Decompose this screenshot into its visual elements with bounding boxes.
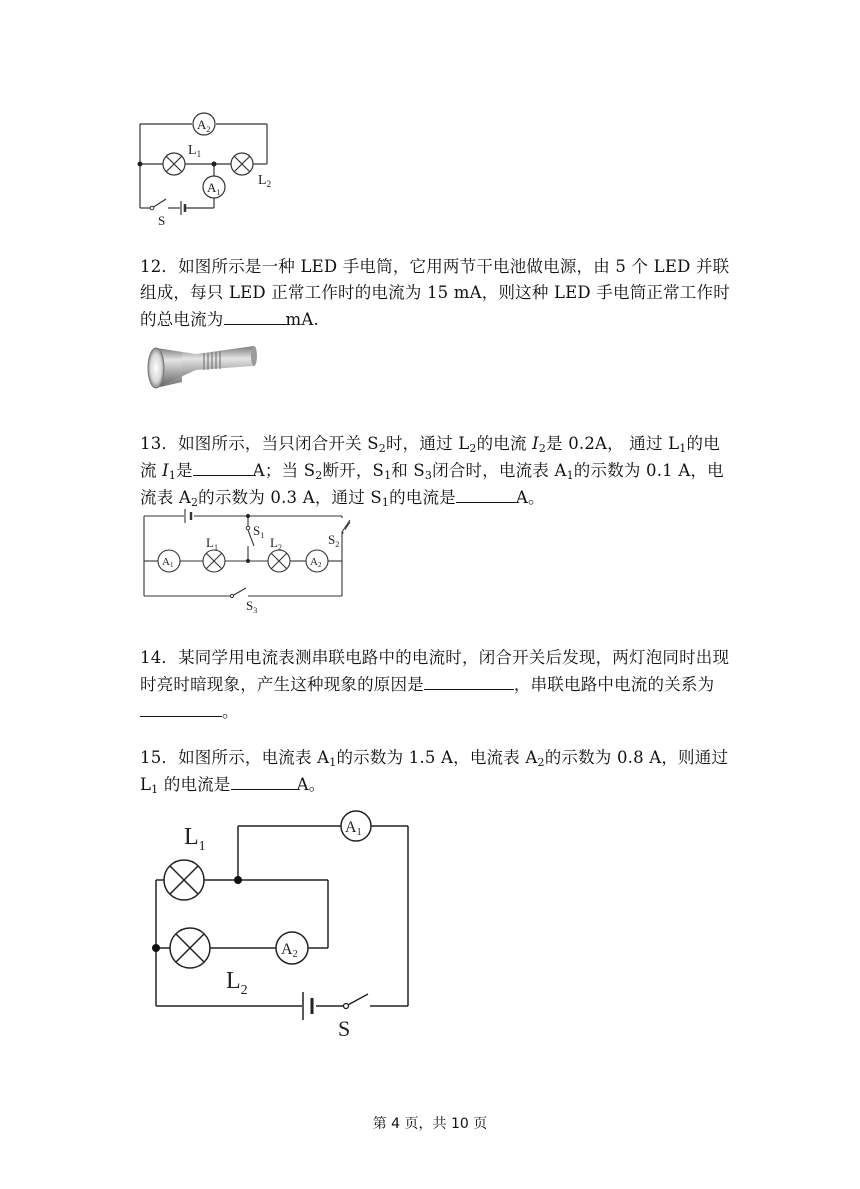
lamp-l1	[164, 860, 204, 900]
lamp-l2	[231, 153, 253, 175]
svg-text:S2: $S_2$	[328, 532, 340, 549]
lamp-l2	[170, 928, 210, 968]
answer-blank[interactable]	[140, 698, 222, 717]
ammeter-a1	[341, 811, 371, 841]
answer-blank[interactable]	[424, 671, 514, 690]
svg-text:L2: $L_2$	[270, 535, 282, 552]
page-footer: 第 4 页，共 10 页	[372, 1116, 488, 1132]
svg-text:L1: $L_1$	[188, 143, 202, 159]
svg-text:A1: $A_1$	[207, 180, 221, 197]
svg-text:A2: $A_2$	[197, 117, 211, 134]
ammeter-a1	[203, 176, 225, 198]
svg-text:L2: $L_2$	[226, 968, 248, 998]
question-13: 13．如图所示，当只闭合开关 $S_2$时，通过 $L_2$的电流 $I_2$是 0.2A， 通过 $L_1$的电流 $I_1$是 A；当 $S_2$断开，$S_1$和 $S_3$闭合时，电流表 $A_1$的示数为 0.1 A，电流表 $A_2$的示数为 0.3 A，通过 $S_1$的电流是 A。	[140, 434, 724, 509]
answer-blank[interactable]	[193, 457, 253, 476]
lamp-l2	[268, 550, 290, 572]
ammeter-a2	[193, 113, 215, 135]
svg-text:A2: A2	[281, 941, 298, 960]
svg-text:S: S	[338, 1016, 351, 1041]
question-14: 14．某同学用电流表测串联电路中的电流时，闭合开关后发现，两灯泡同时出现时亮时暗现象，产生这种现象的原因是 ，串联电路中电流的关系为。	[140, 648, 730, 721]
svg-text:L1: $L_1$	[184, 824, 206, 854]
ammeter-a2	[306, 550, 328, 572]
question-15: 15．如图所示，电流表 $A_1$的示数为 1.5 A，电流表 $A_2$的示数为 0.8 A，则通过 $L_1$ 的电流是 A。	[140, 748, 729, 796]
lamp-l1	[163, 153, 185, 175]
lamp-l1	[203, 550, 225, 572]
circuit-diagram-q13	[136, 504, 354, 614]
svg-text:S: S	[158, 213, 166, 228]
svg-text:A1: A1	[162, 556, 174, 569]
answer-blank[interactable]	[456, 484, 516, 503]
svg-text:L2: $L_2$	[258, 173, 272, 189]
svg-text:S1: $S_1$	[253, 523, 265, 540]
answer-blank[interactable]	[231, 771, 297, 790]
circuit-diagram-q11	[130, 108, 280, 230]
answer-blank[interactable]	[224, 306, 286, 325]
ammeter-a1	[158, 550, 180, 572]
svg-text:L1: $L_1$	[206, 535, 218, 552]
flashlight-image	[142, 336, 258, 398]
svg-text:A2: A2	[310, 556, 322, 569]
ammeter-a2	[276, 932, 308, 964]
circuit-diagram-q15	[146, 806, 418, 1046]
svg-text:S3: $S_3$	[246, 598, 258, 614]
svg-text:A1: A1	[345, 819, 362, 838]
question-12: 12．如图所示是一种 LED 手电筒，它用两节干电池做电源，由 5 个 LED 并联组成，每只 LED 正常工作时的电流为 15 mA，则这种 LED 手电筒正常工作时的总电流为 mA.	[140, 257, 730, 329]
